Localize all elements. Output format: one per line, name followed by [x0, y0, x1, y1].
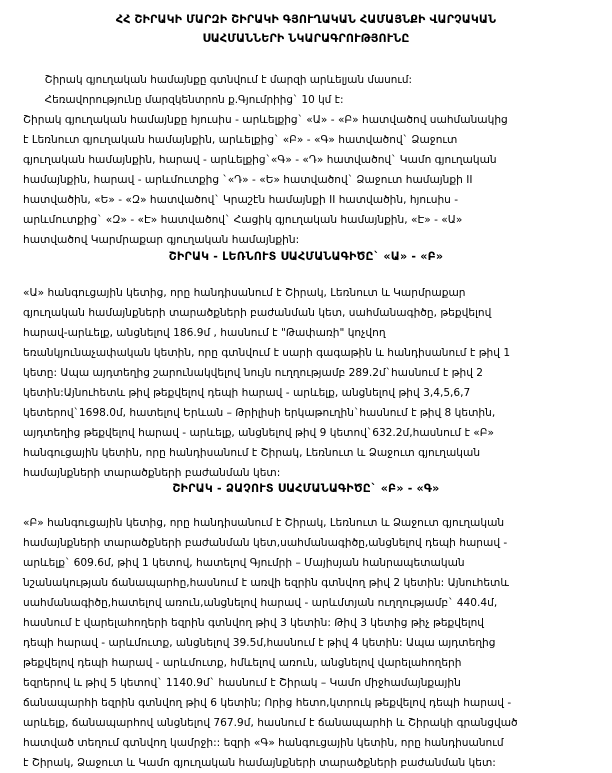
text-line: եռանկյունաչափական կետին, որը գտնվում է սարի գագաթին և հանդիսանում է թիվ 1 — [23, 347, 511, 359]
paragraph-text — [23, 513, 589, 773]
text-line: գյուղական համայնքների տարածքների բաժանման կետ, սահմանագիծը, թեքվելով — [23, 307, 492, 319]
text-line: համայնքների տարածքների բաժանման կետ: — [23, 467, 281, 479]
page-title-line-2: ՍԱՀՄԱՆՆԵՐԻ ՆԿԱՐԱԳՐՈՒԹՅՈՒՆԸ — [202, 31, 410, 45]
paragraph-shirak-zachut-border — [23, 513, 589, 773]
text-line: կետերով`1698.0մ, հատելով Երևան – Թրիլիսի երկաթուղին`հասնում է թիվ 8 կետին, — [23, 407, 496, 419]
text-line: «Բ» հանգուցային կետից, որը հանդիսանում է Շիրակ, Լեռնուտ և Ձաջուտ գյուղական — [23, 517, 505, 529]
intro-line-2: Հեռավորությունը մարզկենտրոն ք.Գյումրիից` 10 կմ է: — [44, 94, 344, 106]
text-line: է Լեռնուտ գյուղական համայնքին, արևելքից` «Բ» - «Գ» հատվածով` Ձաջուտ — [23, 134, 458, 146]
paragraph-text — [23, 110, 589, 250]
text-line: թեքվելով դեպի հարավ - արևմուտք, հմևելով առուն, անցնելով վարելահողերի — [23, 657, 462, 669]
text-line: արևելք` 609.6մ, թիվ 1 կետով, հատելով Գյումրի – Մայիսյան հանրապետական — [23, 557, 465, 569]
text-line: արևմուտքից` «Զ» - «Է» հատվածով` Հացիկ գյուղական համայնքին, «Է» - «Ա» — [23, 214, 463, 226]
paragraph-shirak-lernut-border — [23, 283, 589, 483]
text-line: հարավ-արևելք, անցնելով 186.9մ , հասնում է "Թափառի" կոչվող — [23, 327, 386, 339]
text-line: նշանակության ճանապարհը,հասնում է առվի եզրին գտնվող թիվ 2 կետին: Այնուհետև — [23, 577, 509, 589]
text-line: համայնքին, հարավ - արևմուտքից `«Դ» - «Ե» հատվածով` Ձաջուտ համայնքի ІІ — [23, 174, 473, 186]
text-line: հանգուցային կետին, որը հանդիսանում է Շիրակ, Լեռնուտ և Ձաջուտ գյուղական — [23, 447, 481, 459]
text-line: արևելք, ճանապարհով անցնելով 767.9մ, հասնում է ճանապարհի և Շիրակի գրանցված — [23, 717, 518, 729]
page-title — [31, 10, 582, 48]
text-line: Շիրակ գյուղական համայնքը հյուսիս - արևելքից` «Ա» - «Բ» հատվածով սահմանակից — [23, 114, 508, 126]
text-line: ճանապարհի եզրին գտնվող թիվ 6 կետին; Որից հետո,կտրուկ թեքվելով դեպի հարավ - — [23, 697, 512, 709]
text-line: սահմանագիծը,հատելով առուն,անցնելով հարավ - արևմտյան ուղղությամբ` 440.4մ, — [23, 597, 498, 609]
text-line: հատված տեղում գտնվող կամրջի:: եզրի «Գ» հանգուցային կետին, որը հանդիսանում — [23, 737, 504, 749]
section-heading-shirak-zachut: ՇԻՐԱԿ - ՁԱՉՈՒՏ ՍԱՀՄԱՆԱԳԻԾԸ` «Բ» - «Գ» — [172, 482, 440, 495]
text-line: «Ա» հանգուցային կետից, որը հանդիսանում է Շիրակ, Լեռնուտ և Կարմրաքար — [23, 287, 466, 299]
intro-block — [23, 70, 589, 110]
paragraph-general-borders — [23, 110, 589, 250]
text-line: դեպի հարավ - արևմուտք, անցնելով 39.5մ,հասնում է թիվ 4 կետին: Ապա այդտեղից — [23, 637, 496, 649]
text-line: հատվածով Կարմրաքար գյուղական համայնքին: — [23, 234, 300, 246]
section-heading-shirak-lernut: ՇԻՐԱԿ - ԼԵՌՆՈՒՏ ՍԱՀՄԱՆԱԳԻԾԸ` «Ա» - «Բ» — [168, 250, 444, 263]
paragraph-text — [23, 283, 589, 483]
text-line: կետը: Ապա այդտեղից շարունակվելով նույն ուղղությամբ 289.2մ`հասնում է թիվ 2 — [23, 367, 484, 379]
text-line: այդտեղից թեքվելով հարավ - արևելք, անցնելով թիվ 9 կետով`632.2մ,հասնում է «Բ» — [23, 427, 495, 439]
text-line: եզրերով և թիվ 5 կետով` 1140.9մ` հասնում է Շիրակ – Կամո միջհամայնքային — [23, 677, 461, 689]
text-line: կետին:Այնուհետև թիվ թեքվելով դեպի հարավ - արևելք, անցնելով թիվ 3,4,5,6,7 — [23, 387, 471, 399]
page-title-line-1: ՀՀ ՇԻՐԱԿԻ ՄԱՐԶԻ ՇԻՐԱԿԻ ԳՅՈՒՂԱԿԱՆ ՀԱՄԱՅՆՔԻ ՎԱՐՉԱԿԱՆ — [115, 12, 497, 26]
text-line: հասնում է վարելահողերի եզրին գտնվող թիվ 3 կետին: Թիվ 3 կետից թիչ թեքվելով — [23, 617, 485, 629]
text-line: գյուղական համայնքին, հարավ - արևելքից`«Գ» - «Դ» հատվածով` Կամո գյուղական — [23, 154, 497, 166]
intro-line-1: Շիրակ գյուղական համայնքը գտնվում է մարզի արևելյան մասում: — [44, 74, 413, 86]
text-line: համայնքների տարածքների բաժանման կետ,սահմանագիծը,անցնելով դեպի հարավ - — [23, 537, 508, 549]
text-line: հատվածին, «Ե» - «Զ» հատվածով` Կրաշէն համայնքի ІІ հատվածին, հյուսիս - — [23, 194, 459, 206]
text-line: է Շիրակ, Ձաջուտ և Կամո գյուղական համայնքների տարածքների բաժանման կետ: — [23, 757, 496, 769]
